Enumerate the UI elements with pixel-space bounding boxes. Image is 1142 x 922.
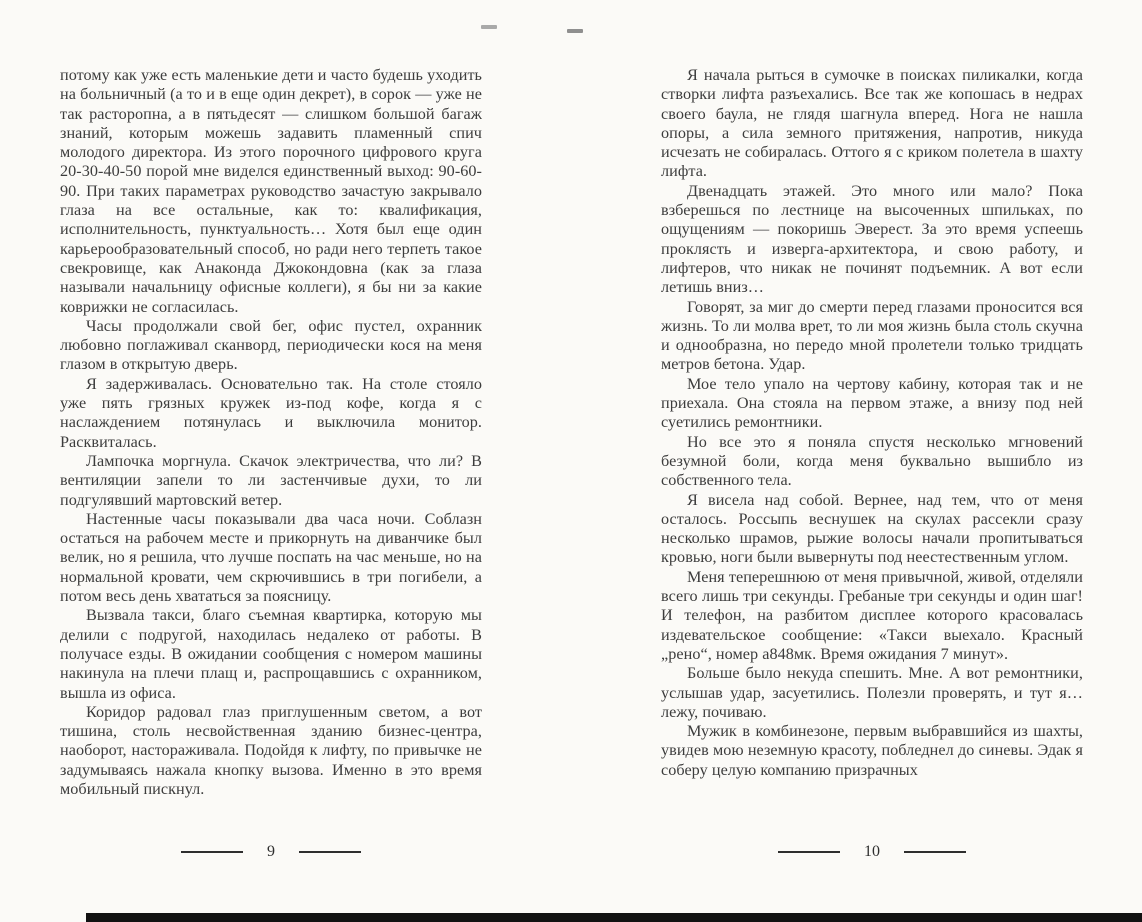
paragraph: Я висела над собой. Вернее, над тем, что от меня осталось. Россыпь веснушек на скулах рассекли сразу несколько шрамов, рыжие волосы начали пропитываться кровью, ноги были вывернуты под неестественным углом.: [661, 490, 1083, 567]
page-left: [60, 66, 482, 866]
page-right: [661, 66, 1083, 866]
paragraph: Больше было некуда спешить. Мне. А вот ремонтники, услышав удар, засуетились. Полезли проверять, и тут я… лежу, почиваю.: [661, 664, 1083, 721]
paragraph: Мое тело упало на чертову кабину, которая так и не приехала. Она стояла на первом этаже, а внизу под ней суетились ремонтники.: [661, 374, 1083, 432]
folio-rule-left: [778, 851, 840, 853]
window-artifact-tick-left: [481, 25, 497, 29]
folio-rule-right: [904, 851, 966, 853]
folio-rule-left: [181, 851, 243, 853]
page-number-right: 10: [864, 843, 880, 860]
page-left-text: [60, 66, 482, 799]
paragraph: Двенадцать этажей. Это много или мало? Пока взберешься по лестнице на высоченных шпильках, по ощущениям — покоришь Эверест. За это время успеешь проклясть и изверга-архитектора, и свою работу, и лифтеров, что никак не починят подъемник. А вот если летишь вниз…: [661, 181, 1083, 297]
paragraph: Мужик в комбинезоне, первым выбравшийся из шахты, увидев мою неземную красоту, побледнел до синевы. Эдак я соберу целую компанию призрачных: [661, 722, 1083, 779]
paragraph: Меня теперешнюю от меня привычной, живой, отделяли всего лишь три секунды. Гребаные три секунды и один шаг! И телефон, на разбитом дисплее которого красовалась издевательское сообщение: «Такси выехало. Красный „рено“, номер а848мк. Время ожидания 7 минут».: [661, 567, 1083, 663]
paragraph: Коридор радовал глаз приглушенным светом, а вот тишина, столь несвойственная зданию бизнес-центра, наоборот, настораживала. Подойдя к лифту, по привычке не задумываясь нажала кнопку вызова. Именно в это время мобильный пискнул.: [60, 702, 482, 798]
paragraph: Вызвала такси, благо съемная квартирка, которую мы делили с подругой, находилась недалеко от работы. В получасе езды. В ожидании сообщения с номером машины накинула на плечи плащ и, распрощавшись с охранником, вышла из офиса.: [60, 606, 482, 702]
paragraph: потому как уже есть маленькие дети и часто будешь уходить на больничный (а то и в еще один декрет), в сорок — уже не так расторопна, а в пятьдесят — слишком большой багаж знаний, которым можешь задавить пламенный спич молодого директора. Из этого порочного цифрового круга 20-30-40-50 порой мне виделся единственный выход: 90-60-90. При таких параметрах руководство зачастую закрывало глаза на все остальные, как то: квалификация, исполнительность, пунктуальность… Хотя был еще один карьерообразовательный способ, но ради него терпеть такое свекровище, как Анаконда Джокондовна (как за глаза называли начальницу офисные коллеги), я бы ни за какие коврижки не согласилась.: [60, 66, 482, 316]
folio-rule-right: [299, 851, 361, 853]
paragraph: Настенные часы показывали два часа ночи. Соблазн остаться на рабочем месте и прикорнуть на диванчике был велик, но я решила, что лучше поспать на час меньше, но на нормальной кровати, чем скрючившись в три погибели, а потом весь день хвататься за поясницу.: [60, 509, 482, 606]
window-artifact-tick-right: [567, 29, 583, 33]
paragraph: Часы продолжали свой бег, офис пустел, охранник любовно поглаживал сканворд, периодически кося на меня глазом в открытую дверь.: [60, 316, 482, 374]
paragraph: Говорят, за миг до смерти перед глазами проносится вся жизнь. То ли молва врет, то ли моя жизнь была столь скучна и однообразна, но передо мной пролетели только тридцать метров бетона. Удар.: [661, 297, 1083, 374]
paragraph: Я задерживалась. Основательно так. На столе стояло уже пять грязных кружек из-под кофе, когда я с наслаждением потянулась и выключила монитор. Расквиталась.: [60, 374, 482, 451]
paragraph: Я начала рыться в сумочке в поисках пиликалки, когда створки лифта разъехались. Все так же копошась в недрах своего баула, не глядя шагнула вперед. Нога не нашла опоры, а сила земного притяжения, напротив, никуда исчезать не собиралась. Оттого я с криком полетела в шахту лифта.: [661, 66, 1083, 181]
page-right-text: [661, 66, 1083, 780]
paragraph: Но все это я поняла спустя несколько мгновений безумной боли, когда меня буквально вышибло из собственного тела.: [661, 432, 1083, 490]
page-right-footer: [661, 844, 1083, 860]
taskbar-strip: [86, 913, 1142, 922]
page-left-footer: [60, 844, 482, 860]
page-number-left: 9: [267, 843, 275, 860]
paragraph: Лампочка моргнула. Скачок электричества, что ли? В вентиляции запели то ли застенчивые духи, то ли подгулявший мартовский ветер.: [60, 451, 482, 509]
